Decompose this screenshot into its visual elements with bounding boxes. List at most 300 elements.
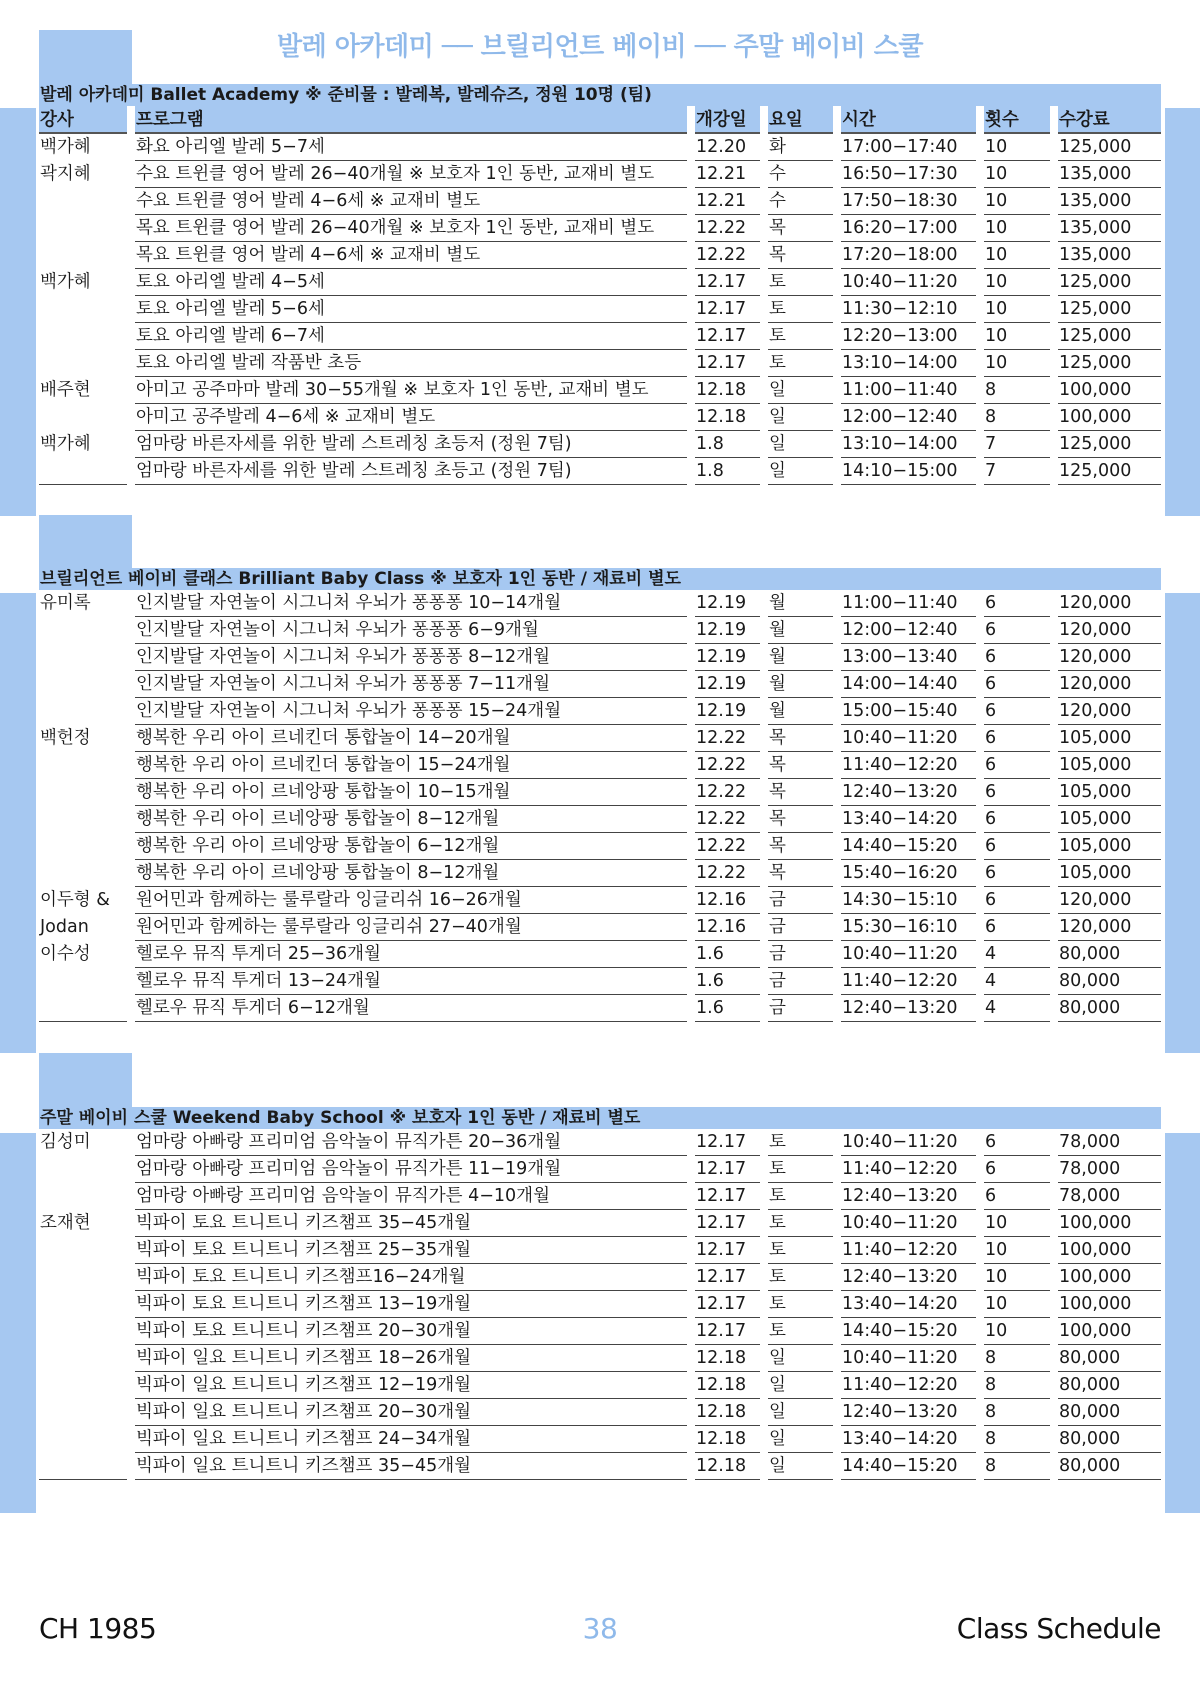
cell-day: 토 [768, 1210, 833, 1237]
col-program: 프로그램 [135, 106, 687, 134]
cell-sessions: 4 [984, 968, 1050, 995]
table-row [39, 617, 1161, 644]
top-accent-block-3 [39, 1053, 132, 1108]
cell-start-date: 12.17 [695, 323, 760, 350]
cell-program: 빅파이 일요 트니트니 키즈챔프 20−30개월 [135, 1399, 687, 1426]
cell-fee: 100,000 [1058, 404, 1161, 431]
table-row [39, 1210, 1161, 1237]
cell-day: 목 [768, 242, 833, 269]
cell-time: 12:40−13:20 [841, 1183, 976, 1210]
cell-time: 12:20−13:00 [841, 323, 976, 350]
cell-program: 원어민과 함께하는 룰루랄라 잉글리쉬 27−40개월 [135, 914, 687, 941]
cell-instructor [39, 242, 127, 269]
cell-start-date: 1.6 [695, 941, 760, 968]
cell-fee: 125,000 [1058, 458, 1161, 485]
table-row [39, 1264, 1161, 1291]
cell-program: 엄마랑 바른자세를 위한 발레 스트레칭 초등저 (정원 7팀) [135, 431, 687, 458]
cell-time: 14:00−14:40 [841, 671, 976, 698]
cell-day: 월 [768, 617, 833, 644]
cell-program: 행복한 우리 아이 르네앙팡 통합놀이 10−15개월 [135, 779, 687, 806]
cell-time: 11:40−12:20 [841, 1156, 976, 1183]
cell-fee: 78,000 [1058, 1156, 1161, 1183]
cell-fee: 100,000 [1058, 377, 1161, 404]
col-time: 시간 [841, 106, 976, 134]
cell-day: 목 [768, 725, 833, 752]
cell-instructor [39, 1156, 127, 1183]
table-row [39, 431, 1161, 458]
cell-time: 10:40−11:20 [841, 725, 976, 752]
cell-day: 토 [768, 1291, 833, 1318]
cell-fee: 105,000 [1058, 752, 1161, 779]
footer-brand: CH 1985 [39, 1612, 157, 1645]
cell-start-date: 12.22 [695, 215, 760, 242]
table-row [39, 1291, 1161, 1318]
table-row [39, 1399, 1161, 1426]
cell-start-date: 12.17 [695, 1129, 760, 1156]
cell-day: 금 [768, 914, 833, 941]
cell-program: 헬로우 뮤직 투게더 6−12개월 [135, 995, 687, 1022]
cell-fee: 100,000 [1058, 1318, 1161, 1345]
cell-start-date: 1.8 [695, 431, 760, 458]
cell-fee: 125,000 [1058, 134, 1161, 161]
cell-sessions: 10 [984, 323, 1050, 350]
table-row [39, 296, 1161, 323]
cell-program: 목요 트윈클 영어 발레 26−40개월 ※ 보호자 1인 동반, 교재비 별도 [135, 215, 687, 242]
col-fee: 수강료 [1058, 106, 1161, 134]
cell-sessions: 6 [984, 725, 1050, 752]
cell-start-date: 12.17 [695, 296, 760, 323]
cell-program: 토요 아리엘 발레 5−6세 [135, 296, 687, 323]
cell-program: 엄마랑 아빠랑 프리미엄 음악놀이 뮤직가튼 4−10개월 [135, 1183, 687, 1210]
cell-program: 수요 트윈클 영어 발레 26−40개월 ※ 보호자 1인 동반, 교재비 별도 [135, 161, 687, 188]
table-row [39, 188, 1161, 215]
cell-start-date: 12.21 [695, 161, 760, 188]
cell-program: 엄마랑 아빠랑 프리미엄 음악놀이 뮤직가튼 11−19개월 [135, 1156, 687, 1183]
cell-sessions: 8 [984, 404, 1050, 431]
cell-time: 11:40−12:20 [841, 968, 976, 995]
cell-fee: 120,000 [1058, 590, 1161, 617]
cell-day: 토 [768, 1156, 833, 1183]
cell-sessions: 7 [984, 431, 1050, 458]
cell-sessions: 10 [984, 1264, 1050, 1291]
cell-start-date: 12.22 [695, 242, 760, 269]
cell-start-date: 12.17 [695, 350, 760, 377]
cell-instructor [39, 350, 127, 377]
cell-time: 12:40−13:20 [841, 779, 976, 806]
cell-day: 월 [768, 671, 833, 698]
cell-sessions: 6 [984, 644, 1050, 671]
table-row [39, 1426, 1161, 1453]
cell-fee: 125,000 [1058, 350, 1161, 377]
cell-day: 토 [768, 296, 833, 323]
cell-sessions: 6 [984, 914, 1050, 941]
cell-sessions: 6 [984, 617, 1050, 644]
cell-instructor [39, 860, 127, 887]
section-header: 주말 베이비 스쿨 Weekend Baby School ※ 보호자 1인 동반 / 재료비 별도 [39, 1107, 1161, 1129]
cell-start-date: 12.17 [695, 1264, 760, 1291]
cell-sessions: 6 [984, 671, 1050, 698]
cell-program: 빅파이 토요 트니트니 키즈챔프 35−45개월 [135, 1210, 687, 1237]
cell-time: 13:40−14:20 [841, 1291, 976, 1318]
table-row [39, 269, 1161, 296]
cell-sessions: 10 [984, 1318, 1050, 1345]
cell-sessions: 10 [984, 1210, 1050, 1237]
cell-program: 빅파이 토요 트니트니 키즈챔프 13−19개월 [135, 1291, 687, 1318]
cell-start-date: 1.6 [695, 968, 760, 995]
cell-day: 목 [768, 752, 833, 779]
table-row [39, 215, 1161, 242]
table-row [39, 1318, 1161, 1345]
page-title: 발레 아카데미 ── 브릴리언트 베이비 ── 주말 베이비 스쿨 [277, 32, 923, 62]
cell-start-date: 12.20 [695, 134, 760, 161]
cell-day: 토 [768, 1318, 833, 1345]
table-row [39, 161, 1161, 188]
cell-program: 인지발달 자연놀이 시그니처 우뇌가 퐁퐁퐁 7−11개월 [135, 671, 687, 698]
cell-instructor [39, 1264, 127, 1291]
cell-time: 11:00−11:40 [841, 377, 976, 404]
cell-start-date: 12.17 [695, 1156, 760, 1183]
cell-program: 행복한 우리 아이 르네킨더 통합놀이 15−24개월 [135, 752, 687, 779]
cell-day: 금 [768, 887, 833, 914]
cell-program: 빅파이 일요 트니트니 키즈챔프 35−45개월 [135, 1453, 687, 1480]
cell-day: 토 [768, 350, 833, 377]
cell-day: 일 [768, 1345, 833, 1372]
cell-fee: 80,000 [1058, 1399, 1161, 1426]
cell-fee: 105,000 [1058, 725, 1161, 752]
cell-program: 인지발달 자연놀이 시그니처 우뇌가 퐁퐁퐁 6−9개월 [135, 617, 687, 644]
cell-program: 토요 아리엘 발레 6−7세 [135, 323, 687, 350]
table-row [39, 779, 1161, 806]
cell-start-date: 12.18 [695, 1345, 760, 1372]
cell-fee: 105,000 [1058, 833, 1161, 860]
cell-day: 일 [768, 404, 833, 431]
cell-time: 13:00−13:40 [841, 644, 976, 671]
table-row [39, 1237, 1161, 1264]
cell-time: 10:40−11:20 [841, 941, 976, 968]
top-accent-block-2 [39, 515, 132, 570]
cell-start-date: 12.19 [695, 644, 760, 671]
cell-start-date: 12.22 [695, 833, 760, 860]
cell-day: 월 [768, 698, 833, 725]
cell-program: 인지발달 자연놀이 시그니처 우뇌가 퐁퐁퐁 10−14개월 [135, 590, 687, 617]
cell-instructor [39, 188, 127, 215]
cell-instructor [39, 1183, 127, 1210]
cell-instructor [39, 1345, 127, 1372]
cell-start-date: 12.22 [695, 860, 760, 887]
cell-time: 12:00−12:40 [841, 617, 976, 644]
cell-instructor: 곽지혜 [40, 164, 91, 184]
cell-instructor: 김성미 [40, 1132, 91, 1152]
cell-start-date: 12.17 [695, 1183, 760, 1210]
right-accent-block-1 [1165, 108, 1200, 516]
cell-start-date: 1.8 [695, 458, 760, 485]
cell-sessions: 6 [984, 860, 1050, 887]
page-number: 38 [582, 1612, 618, 1645]
cell-program: 인지발달 자연놀이 시그니처 우뇌가 퐁퐁퐁 15−24개월 [135, 698, 687, 725]
cell-program: 빅파이 일요 트니트니 키즈챔프 24−34개월 [135, 1426, 687, 1453]
cell-time: 11:30−12:10 [841, 296, 976, 323]
table-row [39, 134, 1161, 161]
cell-sessions: 10 [984, 296, 1050, 323]
cell-sessions: 10 [984, 350, 1050, 377]
cell-day: 토 [768, 1183, 833, 1210]
cell-instructor: Jodan [40, 917, 89, 937]
cell-sessions: 4 [984, 941, 1050, 968]
cell-start-date: 1.6 [695, 995, 760, 1022]
cell-time: 15:40−16:20 [841, 860, 976, 887]
cell-program: 원어민과 함께하는 룰루랄라 잉글리쉬 16−26개월 [135, 887, 687, 914]
cell-program: 목요 트윈클 영어 발레 4−6세 ※ 교재비 별도 [135, 242, 687, 269]
cell-start-date: 12.22 [695, 752, 760, 779]
cell-program: 행복한 우리 아이 르네킨더 통합놀이 14−20개월 [135, 725, 687, 752]
table-row [39, 968, 1161, 995]
cell-start-date: 12.22 [695, 725, 760, 752]
cell-time: 14:40−15:20 [841, 1453, 976, 1480]
cell-day: 수 [768, 161, 833, 188]
cell-day: 목 [768, 779, 833, 806]
cell-instructor [39, 215, 127, 242]
cell-day: 토 [768, 1129, 833, 1156]
cell-sessions: 8 [984, 1399, 1050, 1426]
cell-sessions: 10 [984, 1237, 1050, 1264]
cell-program: 행복한 우리 아이 르네앙팡 통합놀이 8−12개월 [135, 860, 687, 887]
cell-start-date: 12.18 [695, 1399, 760, 1426]
cell-program: 헬로우 뮤직 투게더 13−24개월 [135, 968, 687, 995]
cell-sessions: 6 [984, 590, 1050, 617]
section-weekend-baby-school [39, 1107, 1161, 1480]
cell-program: 인지발달 자연놀이 시그니처 우뇌가 퐁퐁퐁 8−12개월 [135, 644, 687, 671]
cell-time: 12:40−13:20 [841, 1399, 976, 1426]
cell-start-date: 12.22 [695, 779, 760, 806]
cell-sessions: 8 [984, 377, 1050, 404]
section-header: 발레 아카데미 Ballet Academy ※ 준비물 : 발레복, 발레슈즈, 정원 10명 (팀) [39, 84, 1161, 106]
cell-program: 빅파이 일요 트니트니 키즈챔프 18−26개월 [135, 1345, 687, 1372]
cell-time: 17:50−18:30 [841, 188, 976, 215]
cell-start-date: 12.22 [695, 806, 760, 833]
cell-start-date: 12.18 [695, 1426, 760, 1453]
cell-sessions: 4 [984, 995, 1050, 1022]
cell-start-date: 12.19 [695, 698, 760, 725]
cell-start-date: 12.19 [695, 617, 760, 644]
cell-day: 일 [768, 377, 833, 404]
cell-sessions: 6 [984, 779, 1050, 806]
cell-fee: 100,000 [1058, 1210, 1161, 1237]
cell-sessions: 10 [984, 215, 1050, 242]
table-row [39, 377, 1161, 404]
cell-day: 일 [768, 1426, 833, 1453]
cell-time: 12:00−12:40 [841, 404, 976, 431]
cell-fee: 80,000 [1058, 1453, 1161, 1480]
cell-instructor [39, 1453, 127, 1480]
cell-instructor: 백가혜 [40, 137, 91, 157]
table-row [39, 725, 1161, 752]
cell-instructor [39, 1426, 127, 1453]
cell-time: 14:40−15:20 [841, 833, 976, 860]
table-row [39, 1129, 1161, 1156]
cell-instructor [39, 296, 127, 323]
table-row [39, 752, 1161, 779]
cell-day: 목 [768, 860, 833, 887]
cell-sessions: 6 [984, 887, 1050, 914]
cell-sessions: 8 [984, 1372, 1050, 1399]
cell-start-date: 12.16 [695, 914, 760, 941]
cell-fee: 135,000 [1058, 242, 1161, 269]
cell-sessions: 10 [984, 1291, 1050, 1318]
cell-program: 아미고 공주발레 4−6세 ※ 교재비 별도 [135, 404, 687, 431]
cell-sessions: 8 [984, 1345, 1050, 1372]
cell-time: 13:40−14:20 [841, 806, 976, 833]
cell-start-date: 12.17 [695, 1291, 760, 1318]
cell-day: 목 [768, 215, 833, 242]
table-row [39, 1372, 1161, 1399]
cell-day: 금 [768, 941, 833, 968]
table-body [39, 134, 1161, 485]
cell-start-date: 12.18 [695, 377, 760, 404]
cell-day: 일 [768, 1372, 833, 1399]
cell-sessions: 6 [984, 1183, 1050, 1210]
cell-time: 13:10−14:00 [841, 350, 976, 377]
cell-day: 목 [768, 833, 833, 860]
table-row [39, 833, 1161, 860]
cell-instructor: 이두형 & [40, 890, 110, 910]
table-row [39, 671, 1161, 698]
cell-day: 금 [768, 968, 833, 995]
cell-instructor [39, 1291, 127, 1318]
cell-start-date: 12.19 [695, 590, 760, 617]
cell-start-date: 12.18 [695, 1372, 760, 1399]
cell-day: 일 [768, 1453, 833, 1480]
cell-fee: 120,000 [1058, 698, 1161, 725]
table-row [39, 242, 1161, 269]
cell-instructor: 이수성 [40, 944, 91, 964]
cell-time: 17:20−18:00 [841, 242, 976, 269]
cell-fee: 80,000 [1058, 1426, 1161, 1453]
cell-fee: 120,000 [1058, 617, 1161, 644]
cell-fee: 80,000 [1058, 941, 1161, 968]
cell-program: 행복한 우리 아이 르네앙팡 통합놀이 6−12개월 [135, 833, 687, 860]
cell-fee: 135,000 [1058, 161, 1161, 188]
cell-program: 빅파이 토요 트니트니 키즈챔프 25−35개월 [135, 1237, 687, 1264]
section-header: 브릴리언트 베이비 클래스 Brilliant Baby Class ※ 보호자 1인 동반 / 재료비 별도 [39, 568, 1161, 590]
right-accent-block-3 [1165, 1133, 1200, 1513]
table-body [39, 1129, 1161, 1480]
cell-start-date: 12.17 [695, 1237, 760, 1264]
table-row [39, 1156, 1161, 1183]
cell-instructor [39, 1399, 127, 1426]
cell-program: 행복한 우리 아이 르네앙팡 통합놀이 8−12개월 [135, 806, 687, 833]
cell-start-date: 12.16 [695, 887, 760, 914]
cell-instructor: 백가혜 [40, 434, 91, 454]
cell-sessions: 7 [984, 458, 1050, 485]
table-row [39, 1345, 1161, 1372]
cell-start-date: 12.17 [695, 1210, 760, 1237]
cell-sessions: 6 [984, 752, 1050, 779]
cell-instructor [39, 833, 127, 860]
cell-start-date: 12.17 [695, 269, 760, 296]
table-row [39, 806, 1161, 833]
cell-start-date: 12.19 [695, 671, 760, 698]
cell-time: 17:00−17:40 [841, 134, 976, 161]
cell-time: 10:40−11:20 [841, 1210, 976, 1237]
col-sessions: 횟수 [984, 106, 1050, 134]
cell-start-date: 12.18 [695, 404, 760, 431]
cell-day: 토 [768, 323, 833, 350]
cell-fee: 125,000 [1058, 431, 1161, 458]
table-row [39, 323, 1161, 350]
cell-sessions: 8 [984, 1453, 1050, 1480]
cell-day: 일 [768, 458, 833, 485]
cell-instructor [39, 779, 127, 806]
cell-time: 12:40−13:20 [841, 995, 976, 1022]
cell-fee: 100,000 [1058, 1237, 1161, 1264]
cell-sessions: 10 [984, 134, 1050, 161]
cell-instructor [39, 644, 127, 671]
cell-fee: 80,000 [1058, 995, 1161, 1022]
cell-fee: 100,000 [1058, 1264, 1161, 1291]
cell-instructor [39, 458, 127, 485]
cell-sessions: 10 [984, 161, 1050, 188]
section-brilliant-baby [39, 568, 1161, 1022]
cell-instructor [39, 995, 127, 1022]
cell-day: 일 [768, 431, 833, 458]
cell-time: 12:40−13:20 [841, 1264, 976, 1291]
table-row [39, 995, 1161, 1022]
cell-fee: 120,000 [1058, 644, 1161, 671]
left-accent-block-2 [0, 593, 36, 1053]
cell-instructor [39, 1237, 127, 1264]
cell-fee: 135,000 [1058, 188, 1161, 215]
cell-day: 월 [768, 644, 833, 671]
table-row [39, 941, 1161, 968]
cell-fee: 80,000 [1058, 968, 1161, 995]
table-row [39, 644, 1161, 671]
cell-time: 11:00−11:40 [841, 590, 976, 617]
cell-instructor [39, 1372, 127, 1399]
col-start-date: 개강일 [695, 106, 760, 134]
section-ballet-academy [39, 84, 1161, 485]
cell-instructor: 유미록 [40, 593, 91, 613]
cell-start-date: 12.17 [695, 1318, 760, 1345]
cell-fee: 105,000 [1058, 860, 1161, 887]
cell-instructor [39, 1318, 127, 1345]
cell-fee: 78,000 [1058, 1129, 1161, 1156]
cell-day: 월 [768, 590, 833, 617]
cell-time: 10:40−11:20 [841, 1345, 976, 1372]
cell-fee: 105,000 [1058, 806, 1161, 833]
cell-instructor: 백가혜 [40, 272, 91, 292]
cell-day: 금 [768, 995, 833, 1022]
col-instructor: 강사 [39, 106, 127, 134]
table-row [39, 698, 1161, 725]
left-accent-block-1 [0, 108, 36, 516]
cell-instructor [39, 404, 127, 431]
cell-day: 토 [768, 1264, 833, 1291]
cell-instructor [39, 968, 127, 995]
right-accent-block-2 [1165, 593, 1200, 1053]
cell-day: 토 [768, 269, 833, 296]
cell-program: 엄마랑 바른자세를 위한 발레 스트레칭 초등고 (정원 7팀) [135, 458, 687, 485]
cell-time: 14:10−15:00 [841, 458, 976, 485]
cell-sessions: 6 [984, 833, 1050, 860]
cell-fee: 80,000 [1058, 1345, 1161, 1372]
cell-program: 화요 아리엘 발레 5−7세 [135, 134, 687, 161]
column-header-row [39, 106, 1161, 134]
cell-sessions: 6 [984, 1129, 1050, 1156]
cell-program: 빅파이 토요 트니트니 키즈챔프 20−30개월 [135, 1318, 687, 1345]
cell-sessions: 10 [984, 269, 1050, 296]
cell-program: 토요 아리엘 발레 작품반 초등 [135, 350, 687, 377]
cell-fee: 120,000 [1058, 887, 1161, 914]
